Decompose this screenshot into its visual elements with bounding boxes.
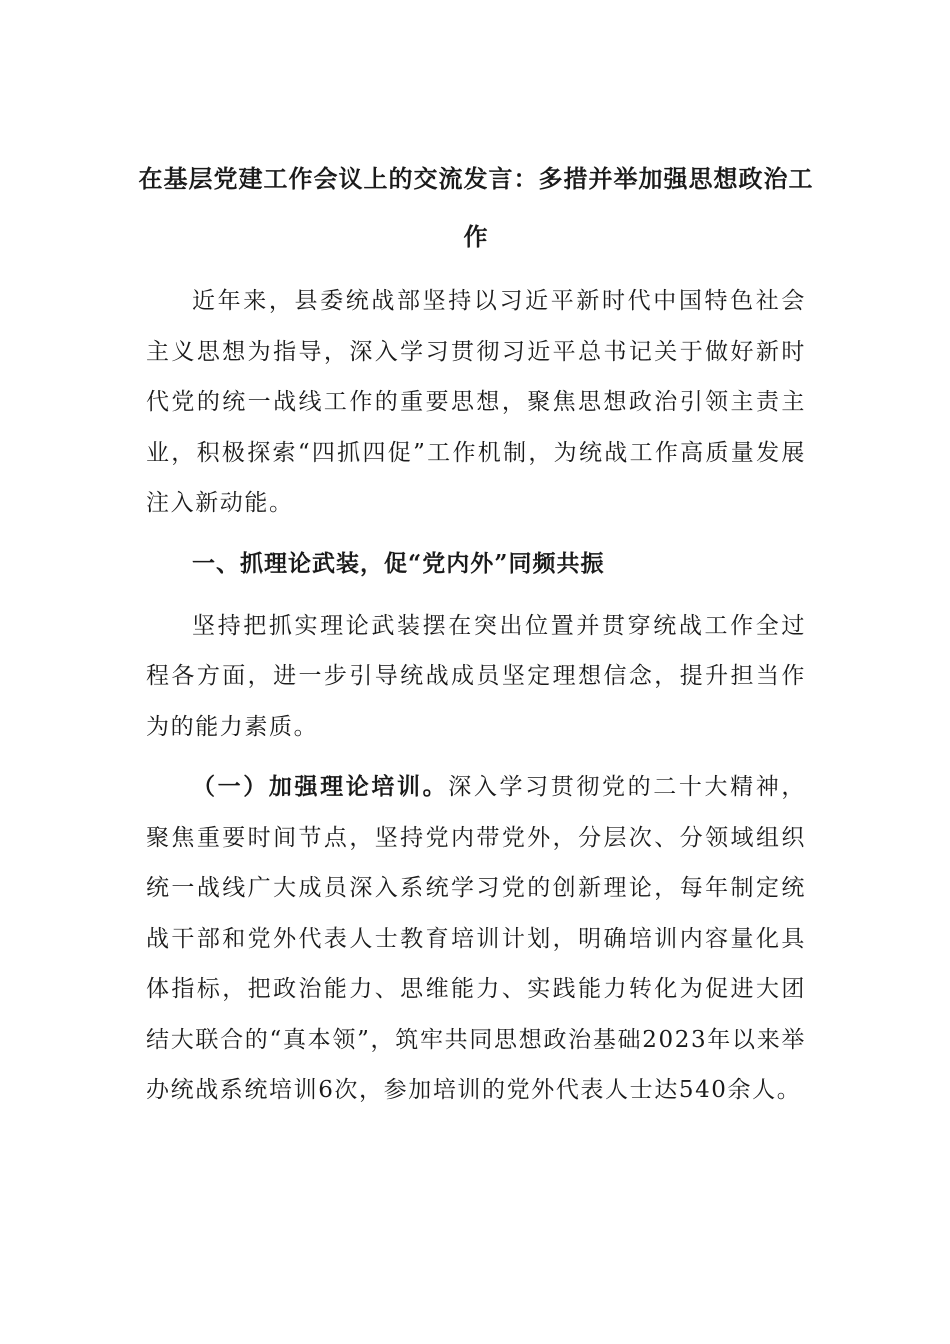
document-title: 在基层党建工作会议上的交流发言：多措并举加强思想政治工作: [138, 164, 814, 251]
section-paragraph: 坚持把抓实理论武装摆在突出位置并贯穿统战工作全过程各方面，进一步引导统战成员坚定理想信念，提升担当作为的能力素质。: [146, 612, 806, 740]
section-heading: 一、抓理论武装，促“党内外”同频共振: [192, 549, 605, 577]
item-paragraph: [146, 762, 806, 1116]
intro-paragraph: 近年来，县委统战部坚持以习近平新时代中国特色社会主义思想为指导，深入学习贯彻习近平总书记关于做好新时代党的统一战线工作的重要思想，聚焦思想政治引领主责主业，积极探索“四抓四促”工作机制，为统战工作高质量发展注入新动能。: [146, 288, 806, 516]
item-body: 深入学习贯彻党的二十大精神，聚焦重要时间节点，坚持党内带党外，分层次、分领域组织统一战线广大成员深入系统学习党的创新理论，每年制定统战干部和党外代表人士教育培训计划，明确培训内容量化具体指标，把政治能力、思维能力、实践能力转化为促进大团结大联合的“真本领”，筑牢共同思想政治基础2023年以来举办统战系统培训6次，参加培训的党外代表人士达540余人。: [146, 774, 807, 1103]
item-lead: （一）加强理论培训。: [192, 773, 449, 800]
document-page: [138, 150, 814, 1116]
